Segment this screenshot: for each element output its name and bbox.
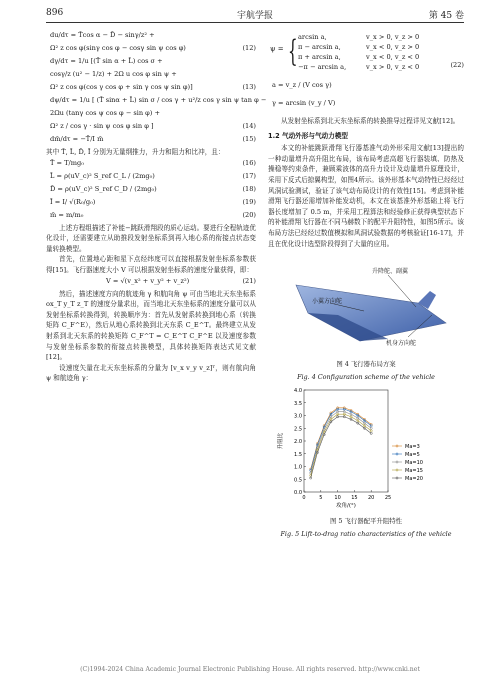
equation-text: V = √(v_x² + v_y² + v_z²) — [106, 276, 190, 285]
section-heading: 1.2 气动外形与气动力模型 — [268, 131, 348, 140]
equation-number: (22) — [450, 61, 464, 69]
header-rule — [46, 22, 464, 23]
series-line — [311, 417, 371, 478]
journal-name: 宇航学报 — [236, 11, 273, 21]
lift-drag-chart — [268, 384, 464, 514]
figure-5-caption: 图 5 飞行器配平升阻特性 — [329, 517, 403, 526]
x-tick-label: 15 — [351, 495, 358, 502]
equation-number: (21) — [242, 276, 256, 285]
figure-4-caption: 图 4 飞行器布局方案 — [336, 360, 396, 369]
equation-number: (18) — [242, 184, 256, 193]
psi-case-row — [298, 52, 448, 62]
psi-symbol: ψ = — [270, 45, 284, 53]
equation — [46, 108, 256, 121]
equation — [46, 82, 256, 95]
equation-text: T̄ = T/mg₀ — [50, 158, 84, 167]
x-tick-label: 0 — [302, 495, 306, 502]
equation-text: Ω² z / cos γ · sin ψ cos φ sin φ ] — [50, 122, 154, 130]
equation — [46, 69, 256, 82]
x-tick-label: 20 — [368, 495, 375, 502]
equation-text: Ī = I/ √(R₀/g₀) — [50, 197, 96, 206]
y-tick-label: 1.0 — [294, 464, 302, 471]
legend-label: Ma=3 — [405, 444, 420, 451]
y-tick-label: 3.0 — [294, 413, 302, 420]
data-point — [370, 433, 372, 435]
equations-block-mid — [46, 158, 256, 223]
a-definition: a = v_z / (V cos γ) — [272, 81, 332, 89]
paragraph: 设速度矢量在北天东坐标系的分量为 [v_x v_y v_z]ᵀ，则有航向角 ψ 和航迹角 γ： — [46, 363, 256, 383]
equation-22 — [268, 30, 464, 116]
psi-case-row — [298, 62, 448, 72]
psi-case-expr: π − arcsin a, — [298, 43, 341, 51]
equation-text: D̄ = ρ(uV_c)² S_ref C_D / (2mg₀) — [50, 184, 157, 193]
series-line — [311, 412, 371, 473]
psi-case-expr: π + arcsin a, — [298, 53, 341, 61]
x-tick-label: 5 — [319, 495, 323, 502]
figure-4-caption-en: Fig. 4 Configuration scheme of the vehicle — [297, 372, 435, 381]
legend-label: Ma=20 — [405, 476, 423, 483]
figure-4 — [268, 253, 464, 357]
equation-number: (20) — [242, 210, 256, 219]
psi-case-row — [298, 32, 448, 42]
brace: { — [288, 34, 298, 69]
equation-number: (17) — [242, 171, 256, 180]
equation-text: Ω² z cos φ(sinγ cos φ − cosγ sin ψ cos φ) — [50, 44, 186, 52]
equation — [46, 56, 256, 69]
equation — [46, 121, 256, 134]
paragraph: 然后，描述速度方向的航迹角 γ 和航向角 ψ 可由当地北天东坐标系 ox_T y_T z_T 的速度分量求出，而当地北天东坐标系的速度分量可以从发射坐标系转换得到，转换顺序为：首先从发射系转换到地心系（转换矩阵 C_F^E），然后从地心系转换到北天东系 C_E^T。最终建立从发射系到北天东系的转换矩阵 C_F^T = C_E^T C_F^E 以及速度参数与发射坐标系参数的衔接点转换模型，具体转换矩阵表达式见文献[12]。 — [46, 289, 256, 362]
legend-label: Ma=10 — [405, 460, 423, 467]
equation-number: (15) — [242, 135, 256, 143]
y-tick-label: 0.0 — [294, 490, 302, 497]
equation-number: (13) — [242, 83, 256, 91]
psi-case-expr: −π − arcsin a, — [298, 63, 347, 71]
psi-cases — [298, 32, 448, 72]
psi-case-cond: v_x > 0, v_z < 0 — [366, 63, 420, 71]
equation-text: du/dτ = T̄cos α − D̄ − sinγ/z² + — [50, 31, 155, 39]
equation — [46, 197, 256, 210]
paragraph: 上述方程组描述了补能−跳跃滑翔段的质心运动。要进行全程轨迹优化设计，还需要建立从助推段发射坐标系到再入地心系的衔接点状态变量转换模型。 — [46, 223, 256, 253]
series-line — [311, 409, 371, 470]
right-column — [268, 30, 464, 542]
plot-frame — [304, 390, 388, 492]
equation — [46, 210, 256, 223]
paragraph: 其中 T̄, L̄, D̄, Ī 分别为无量纲推力，升力和阻力和比冲，且： — [46, 148, 225, 156]
label-winglet-rudder: 小翼方向舵 — [312, 298, 343, 306]
x-axis-label: 攻角/(°) — [336, 503, 356, 510]
psi-case-row — [298, 42, 448, 52]
equation-text: 2Ωu (tanγ cos ψ cos φ − sin φ) + — [50, 109, 160, 117]
psi-case-cond: v_x > 0, v_z > 0 — [366, 33, 420, 41]
equation — [46, 184, 256, 197]
y-tick-label: 3.5 — [294, 401, 302, 408]
equation-text: cosγ/z (u² − 1/z) + 2Ω u cos φ sin ψ + — [50, 70, 177, 78]
equation — [46, 30, 256, 43]
figure-5-caption-en: Fig. 5 Lift-to-drag ratio characteristics of the vehicle — [280, 529, 452, 538]
equations-block-top — [46, 30, 267, 147]
vehicle-configuration-image — [268, 253, 464, 357]
volume-number: 第 45 卷 — [428, 11, 464, 21]
equation-number: (19) — [242, 197, 256, 206]
y-axis-label: 升阻比 — [278, 433, 284, 450]
equation-text: m̄ = m/m₀ — [50, 210, 84, 219]
figure-5 — [268, 384, 464, 514]
paragraph: 从发射坐标系到北天东坐标系的转换推导过程详见文献[12]。 — [281, 117, 460, 125]
y-tick-label: 2.0 — [294, 439, 302, 446]
equation — [46, 134, 256, 147]
x-tick-label: 10 — [334, 495, 341, 502]
psi-case-cond: v_x < 0, v_z < 0 — [366, 53, 420, 61]
equation-number: (14) — [242, 122, 256, 130]
running-header — [46, 8, 464, 22]
label-elevator-aileron: 升降舵、副翼 — [372, 268, 409, 276]
copyright-footer: (C)1994-2024 China Academic Journal Electronic Publishing House. All rights reserved. http://www.cnki.net — [80, 666, 420, 673]
data-point — [370, 427, 372, 429]
y-tick-label: 4.0 — [294, 388, 302, 395]
equation — [46, 95, 267, 108]
left-column — [46, 30, 267, 384]
paragraph: 首先，位置地心距和星下点经纬度可以直接根据发射坐标系参数获得[15]。飞行器速度大小 V 可以根据发射坐标系的速度分量获得，即： — [46, 255, 256, 274]
equation-number: (12) — [242, 44, 256, 52]
page-number: 896 — [46, 8, 64, 18]
equation — [46, 171, 256, 184]
equation-21 — [46, 276, 256, 289]
x-tick-label: 25 — [384, 495, 392, 502]
label-fuselage-rudder: 机身方向舵 — [386, 340, 417, 348]
y-tick-label: 0.5 — [294, 477, 302, 484]
psi-case-cond: v_x < 0, v_z > 0 — [366, 43, 420, 51]
gamma-definition: γ = arcsin (v_y / V) — [272, 99, 336, 107]
equation-text: Ω² z cos φ(cos γ cos φ + sin γ cos ψ sin φ)] — [50, 83, 193, 91]
y-tick-label: 2.5 — [294, 426, 302, 433]
data-point — [370, 430, 372, 432]
series-line — [311, 415, 371, 476]
equation — [46, 43, 256, 56]
equation-text: L̄ = ρ(uV_c)² S_ref C_L / (2mg₀) — [50, 171, 155, 180]
equation-text: dγ/dτ = 1/u [(T̄ sin α + L̄) cos σ + — [50, 57, 163, 65]
legend-label: Ma=5 — [405, 452, 420, 459]
paragraph: 本文的补能跳跃滑翔飞行器基准气动外形采用文献[13]提出的一种动量增升高升阻比布局，该布局考虑高超飞行器装填、防热及操稳等约束条件，兼顾乘波体的高升力设计及动量增升原理设计，采用下反式后掠翼构型，如图4所示。该外形基本气动特性已经经过风洞试验测试，验证了该气动布局设计的有效性[15]。考虑到补能滑翔飞行器还需增加补能发动机，本文在该基准外形基础上将飞行器长度增加了 0.5 m，并采用工程算法和经验修正获得典型状态下的补能滑翔飞行器在不同马赫数下的配平升阻特性，如图5所示。该布局方法已经经过数值模拟和风洞试验数据的考核验证[16-17]，并且在优化设计选型阶段得到了大量的应用。 — [268, 144, 464, 248]
legend-label: Ma=15 — [405, 468, 423, 475]
y-tick-label: 1.5 — [294, 452, 302, 459]
equation-number: (16) — [242, 158, 256, 167]
equation-text: dψ/dτ = 1/u [ (T̄ sinα + L̄) sin σ / cos γ + u²/z cos γ sin ψ tan φ − — [50, 96, 267, 104]
psi-case-expr: arcsin a, — [298, 33, 327, 41]
equation-text: dm̄/dτ = −T̄/I m̄ — [50, 135, 104, 143]
equation — [46, 158, 256, 171]
